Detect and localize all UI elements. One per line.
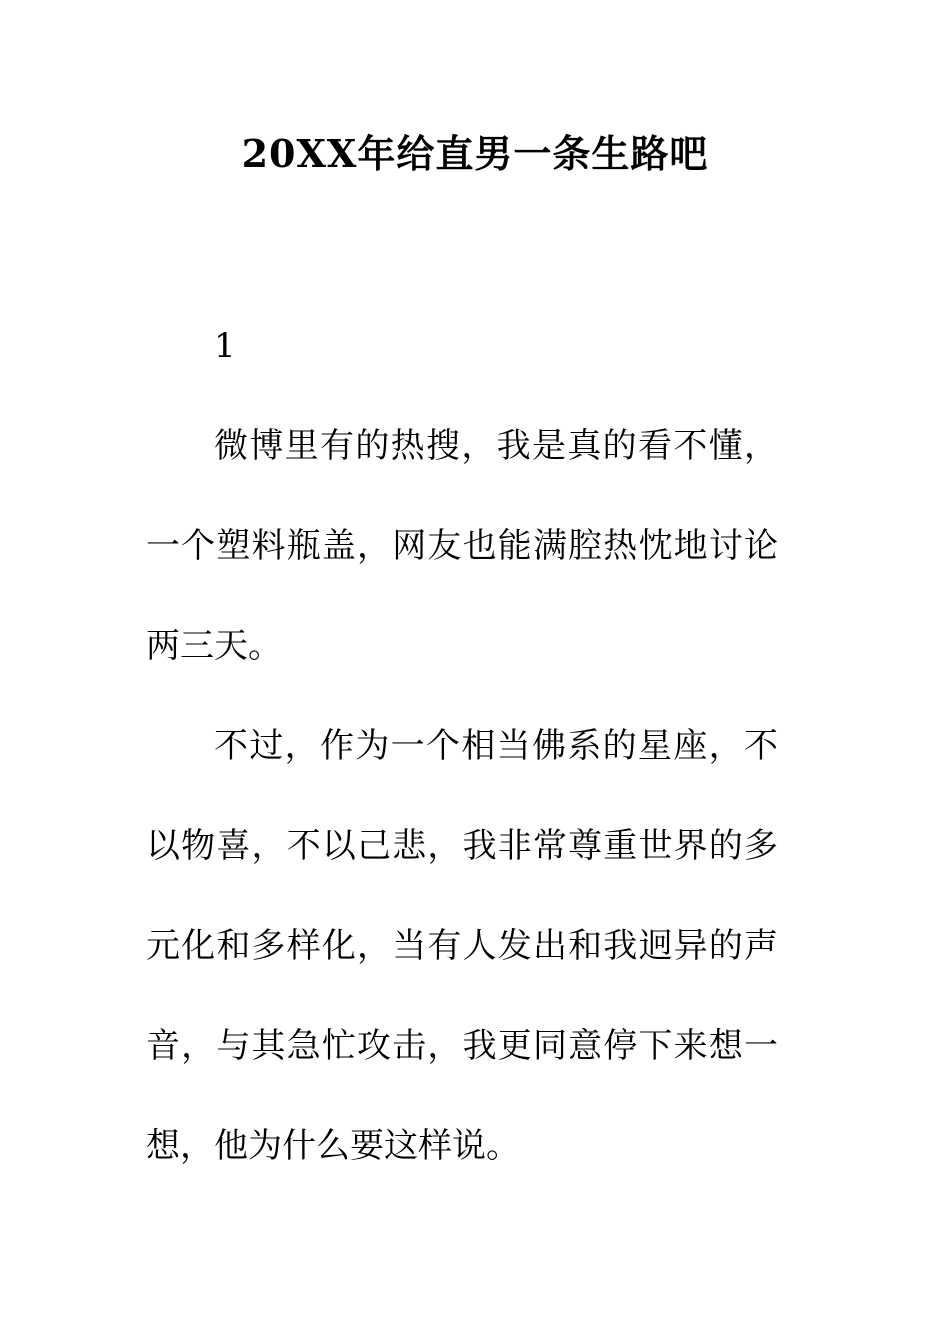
section-number: 1 [214, 326, 236, 366]
document-body [146, 296, 778, 1196]
document-title: 20XX年给直男一条生路吧 [241, 131, 709, 176]
body-paragraph: 微博里有的热搜，我是真的看不懂，一个塑料瓶盖，网友也能满腔热忱地讨论两三天。 [146, 426, 778, 666]
body-paragraph: 不过，作为一个相当佛系的星座，不以物喜，不以己悲，我非常尊重世界的多元化和多样化，当有人发出和我迥异的声音，与其急忙攻击，我更同意停下来想一想，他为什么要这样说。 [146, 726, 778, 1166]
